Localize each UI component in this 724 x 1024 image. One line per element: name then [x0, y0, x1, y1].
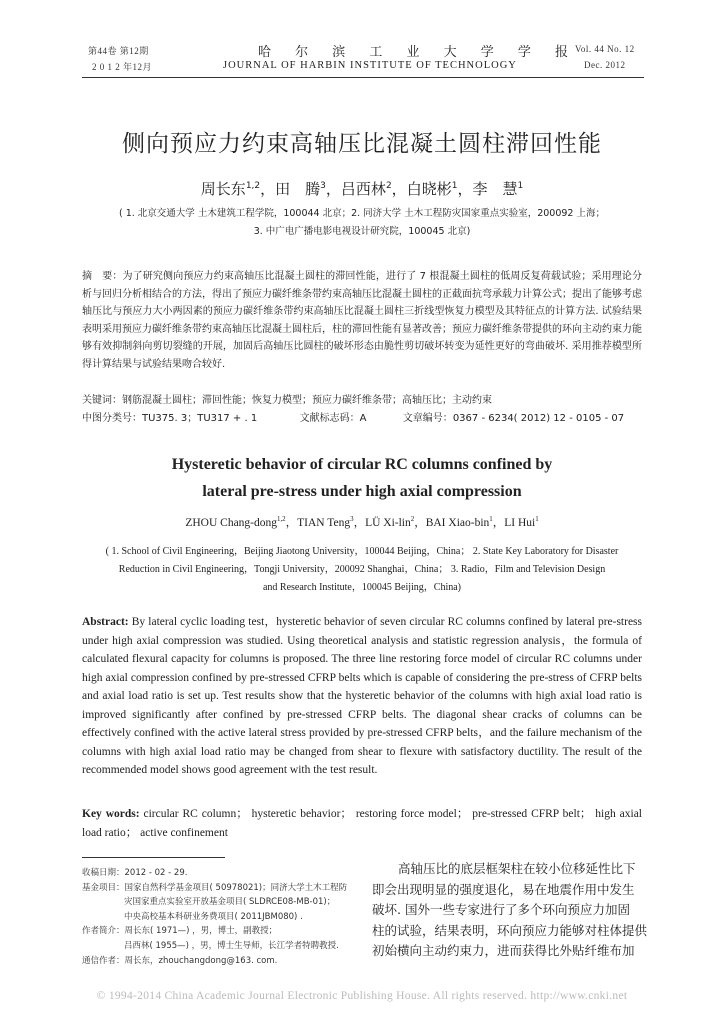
- author-affil-sup: 3: [320, 181, 326, 191]
- copyright-footer: © 1994-2014 China Academic Journal Electronic Publishing House. All rights reserved. http://www.cnki.net: [96, 990, 628, 1002]
- fund-line: 中央高校基本科研业务费项目( 2011JBM080) .: [124, 911, 303, 922]
- keywords-en: [82, 805, 642, 842]
- abstract-en: [82, 613, 642, 780]
- corr-label: 通信作者：: [82, 955, 125, 966]
- journal-title-en: JOURNAL OF HARBIN INSTITUTE OF TECHNOLOGY: [223, 60, 517, 71]
- classification-line: [82, 410, 624, 428]
- author-affil-sup: 3: [350, 516, 354, 524]
- abstract-cn-label: 摘 要：: [82, 271, 123, 282]
- bio-label: 作者简介：: [82, 926, 125, 937]
- volume-issue-en: Vol. 44 No. 12: [575, 44, 635, 54]
- affiliation-line: ( 1. School of Civil Engineering，Beijing Jiaotong University，100044 Beijing，China； 2. State Key Laboratory for Disaster: [105, 546, 619, 557]
- fund-label: 基金项目：: [82, 882, 125, 893]
- author-bio: [82, 924, 382, 939]
- body-line: 初始横向主动约束力，进而获得比外贴纤维布加: [372, 943, 635, 959]
- clc-value: TU375. 3；TU317 + . 1: [142, 413, 258, 424]
- affiliations-cn: [0, 205, 724, 241]
- title-en-line: Hysteretic behavior of circular RC columns confined by: [171, 456, 553, 473]
- author-affil-sup: 1,2: [277, 516, 286, 524]
- author-affil-sup: 2: [385, 181, 392, 191]
- body-line: 破坏. 国外一些专家进行了多个环向预应力加固: [372, 902, 630, 918]
- author-name: ZHOU Chang-dong: [185, 517, 278, 529]
- author-affil-sup: 1: [489, 516, 493, 524]
- corresponding-author: [82, 954, 382, 969]
- author-affil-sup: 1: [451, 181, 458, 191]
- author-affil-sup: 1: [535, 516, 539, 524]
- received-date: [82, 866, 382, 881]
- keywords-en-text: circular RC column； hysteretic behavior； restoring force model； pre-stressed CFRP belt； high axial load ratio； active confinement: [82, 808, 642, 839]
- doccode-value: A: [359, 413, 367, 424]
- body-line: 高轴压比的底层框架柱在较小位移延性比下: [398, 861, 636, 876]
- received-value: 2012 - 02 - 29.: [124, 868, 188, 878]
- author-name: 白晓彬: [406, 180, 452, 198]
- received-label: 收稿日期：: [82, 868, 125, 878]
- body-line: 柱的试验，结果表明，环向预应力能够对柱体提供: [372, 922, 648, 938]
- author-affil-sup: 2: [410, 516, 415, 524]
- bio-line: 吕西林( 1955—) ，男，博士生导师，长江学者特聘教授.: [124, 940, 339, 951]
- affiliation-line: 3. 中广电广播电影电视设计研究院，100045 北京): [253, 226, 471, 237]
- keywords-cn-text: 钢筋混凝土圆柱；滞回性能；恢复力模型；预应力碳纤维条带；高轴压比；主动约束: [122, 395, 492, 406]
- abstract-cn: [82, 268, 642, 373]
- header-rule: [82, 77, 644, 78]
- paper-title-cn: 侧向预应力约束高轴压比混凝土圆柱滞回性能: [122, 131, 602, 157]
- body-line: 即会出现明显的强度退化，易在地震作用中发生: [372, 881, 635, 897]
- keywords-en-label: Key words:: [82, 808, 140, 820]
- abstract-en-label: Abstract:: [82, 616, 129, 628]
- author-name: TIAN Teng: [297, 517, 351, 529]
- paper-title-en: [0, 451, 724, 505]
- affiliation-line: ( 1. 北京交通大学 土木建筑工程学院，100044 北京；2. 同济大学 土木工程防灾国家重点实验室，200092 上海；: [118, 208, 605, 219]
- date-cn: 2 0 1 2 年12月: [92, 62, 153, 72]
- article-number-value: 0367 - 6234( 2012) 12 - 0105 - 07: [452, 413, 625, 424]
- journal-title-cn: 哈 尔 滨 工 业 大 学 学 报: [258, 45, 579, 60]
- body-text-right: [372, 859, 648, 962]
- authors-en: ZHOU Chang-dong$^{1,2}$，TIAN Teng$^3$，LÜ Xi-lin$^2$，BAI Xiao-bin$^1$，LI Hui$^1$: [185, 516, 539, 529]
- abstract-en-text: By lateral cyclic loading test，hysteretic behavior of seven circular RC columns confined by lateral pre-stress under high axial compression was studied. Using theoretical analysis and statistic regression analysis，the formula of calculated flexural capacity for columns is proposed. The three line restoring force model of circular RC columns under high axial compression confined by pre-stressed CFRP belts which is capable of considering the pre-stress of CFRP belts and axial load ratio is set up. Test results show that the hysteretic behavior of the columns with high axial load ratio is improved significantly after confined by pre-stressed CFRP belts. The diagonal shear cracks of columns can be effectively confined with the active lateral stress provided by pre-stressed CFRP belts，and the failure mechanism of the columns with high axial load ratio may be changed from shear to flexure with satisfactory ductility. The result of the recommended model shows good agreement with the test result.: [82, 616, 643, 776]
- article-number-label: 文章编号：: [402, 413, 453, 424]
- fund-line: 灾国家重点实验室开放基金项目( SLDRCE08-MB-01)；: [124, 897, 336, 908]
- affiliations-en: [0, 543, 724, 597]
- author-affil-sup: 1,2: [245, 181, 261, 191]
- clc-label: 中图分类号：: [82, 413, 142, 424]
- title-en-line: lateral pre-stress under high axial compression: [202, 483, 522, 500]
- authors-cn: 周长东$^{1,2}$，田 腾$^3$，吕西林$^2$，白晓彬$^1$，李 慧$^1$: [200, 180, 524, 198]
- corr-value: 周长东，zhouchangdong@163. com.: [124, 955, 278, 966]
- author-name: 田 腾: [275, 180, 321, 198]
- footnote-rule: [82, 857, 225, 858]
- affiliation-line: and Research Institute，100045 Beijing，China): [262, 582, 462, 593]
- author-affil-sup: 1: [517, 181, 524, 191]
- author-name: BAI Xiao-bin: [425, 517, 490, 529]
- doccode-label: 文献标志码：: [299, 413, 360, 424]
- fund-info: [82, 881, 382, 896]
- abstract-cn-text: 为了研究侧向预应力约束高轴压比混凝土圆柱的滞回性能，进行了 7 根混凝土圆柱的低周反复荷载试验；采用理论分析与回归分析相结合的方法，得出了预应力碳纤维条带约束高轴压比混凝土圆柱的正截面抗弯承载力计算公式；提出了能够考虑轴压比与预应力大小两因素的预应力碳纤维条带约束高轴压比混凝土圆柱三折线型恢复力模型及其特征点的计算方法. 试验结果表明采用预应力碳纤维条带约束高轴压比混凝土圆柱后，柱的滞回性能有显著改善；预应力碳纤维条带提供的环向主动约束力能够有效抑制斜向剪切裂缝的开展，加固后高轴压比圆柱的破坏形态由脆性剪切破坏转变为延性更好的弯曲破坏. 采用推荐模型所得计算结果与试验结果吻合较好.: [82, 271, 642, 370]
- footnotes: [82, 866, 382, 968]
- fund-line: 国家自然科学基金项目( 50978021)；同济大学土木工程防: [124, 882, 348, 893]
- affiliation-line: Reduction in Civil Engineering，Tongji University，200092 Shanghai，China； 3. Radio，Film and Television Design: [118, 564, 606, 575]
- keywords-cn-label: 关键词：: [82, 395, 122, 406]
- author-name: LÜ Xi-lin: [365, 517, 411, 529]
- author-name: 吕西林: [340, 180, 386, 198]
- date-en: Dec. 2012: [584, 60, 626, 70]
- bio-line: 周长东( 1971—) ，男，博士，副教授；: [124, 926, 278, 937]
- author-name: LI Hui: [504, 517, 536, 529]
- author-name: 周长东: [200, 180, 246, 198]
- volume-issue-cn: 第44卷 第12期: [88, 46, 149, 56]
- keywords-cn: [82, 392, 492, 410]
- author-name: 李 慧: [472, 180, 518, 198]
